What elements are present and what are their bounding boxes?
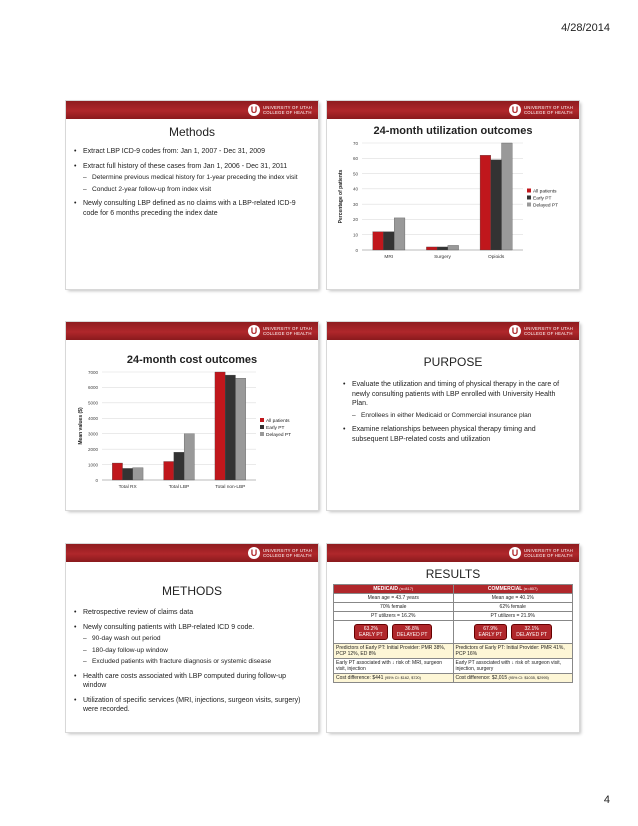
bar xyxy=(184,434,194,480)
legend-swatch xyxy=(527,189,531,193)
slide-purpose xyxy=(327,322,579,510)
bar xyxy=(174,452,184,480)
bar xyxy=(394,218,405,250)
sub-bullet-item: – Determine previous medical history for 1-year preceding the index visit xyxy=(83,174,306,183)
table-cell: PT utilizers = 21.9% xyxy=(453,612,573,621)
bullet-item: • Retrospective review of claims data xyxy=(74,608,306,618)
y-tick-label: 10 xyxy=(352,232,358,238)
pt-timing-cell xyxy=(453,621,573,644)
slide-title: PURPOSE xyxy=(423,355,483,369)
slide-title: RESULTS xyxy=(425,567,481,581)
u-shield-icon: U xyxy=(248,104,260,116)
y-axis-label: Mean values ($) xyxy=(78,407,84,445)
bullet-list xyxy=(343,380,565,449)
bar xyxy=(133,468,143,480)
y-axis-label: Percentage of patients xyxy=(338,169,344,224)
bar xyxy=(383,232,394,250)
x-tick-label: Total LBP xyxy=(168,485,190,490)
sub-bullet-item: – 180-day follow-up window xyxy=(83,647,306,656)
slide-utilization-chart xyxy=(327,101,579,289)
x-tick-label: Total RX xyxy=(118,485,137,490)
university-logo: U UNIVERSITY OF UTAH COLLEGE OF HEALTH xyxy=(509,324,573,338)
y-tick-label: 6000 xyxy=(87,385,98,391)
bar xyxy=(225,375,235,480)
legend-label: Delayed PT xyxy=(266,432,292,438)
table-cell: Mean age = 40.1% xyxy=(453,594,573,603)
slide-methods xyxy=(66,101,318,289)
bar xyxy=(112,463,122,480)
u-shield-icon: U xyxy=(248,325,260,337)
y-tick-label: 40 xyxy=(352,186,358,192)
bullet-item: • Evaluate the utilization and timing of physical therapy in the care of newly consulting patients with LBP enrolled with University Health Plan. – Enrollees in either Medicaid or Commercial insurance plan xyxy=(343,380,565,420)
bar xyxy=(373,232,384,250)
bar xyxy=(235,378,245,480)
legend-label: Delayed PT xyxy=(533,203,559,209)
u-shield-icon: U xyxy=(509,325,521,337)
bullet-item: • Extract LBP ICD-9 codes from: Jan 1, 2007 - Dec 31, 2009 xyxy=(74,147,306,157)
table-cell: Early PT associated with ↓ risk of: MRI, surgeon visit, injection xyxy=(334,659,454,674)
bar xyxy=(480,155,491,250)
table-cell: Cost difference: $2,015 (95% CI: $1035, $2995) xyxy=(453,674,573,683)
page-number: 4 xyxy=(603,794,610,806)
medicaid-header: MEDICAID (n=817) xyxy=(334,585,454,594)
y-tick-label: 5000 xyxy=(87,400,98,406)
bar xyxy=(448,245,459,250)
results-table xyxy=(333,584,573,683)
legend-swatch xyxy=(260,425,264,429)
table-cell: Mean age = 43.7 years xyxy=(334,594,454,603)
y-tick-label: 4000 xyxy=(87,416,98,422)
early-pt-badge: 67.9% EARLY PT xyxy=(474,624,508,640)
bar xyxy=(164,461,174,480)
cost-chart xyxy=(66,362,318,510)
bullet-item: • Newly consulting LBP defined as no claims with a LBP-related ICD-9 code for 6 months preceding the index date xyxy=(74,199,306,218)
x-tick-label: Opioids xyxy=(488,255,505,260)
bar xyxy=(502,143,513,250)
x-tick-label: Total non-LBP xyxy=(215,485,246,490)
bullet-item: • Utilization of specific services (MRI, injections, surgeon visits, surgery) were recorded. xyxy=(74,696,306,715)
early-pt-badge: 63.2% EARLY PT xyxy=(354,624,388,640)
legend-label: All patients xyxy=(266,418,290,424)
commercial-header: COMMERCIAL (n=807) xyxy=(453,585,573,594)
table-cell: PT utilizers = 16.2% xyxy=(334,612,454,621)
sub-bullet-item: – 90-day wash out period xyxy=(83,635,306,644)
table-cell: Early PT associated with ↓ risk of: surgeon visit, injection, surgery xyxy=(453,659,573,674)
y-tick-label: 1000 xyxy=(87,462,98,468)
y-tick-label: 70 xyxy=(352,140,358,146)
legend-swatch xyxy=(527,196,531,200)
bullet-item: • Health care costs associated with LBP computed during follow-up window xyxy=(74,672,306,691)
slide-cost-chart xyxy=(66,322,318,510)
u-shield-icon: U xyxy=(509,104,521,116)
bar xyxy=(437,247,448,250)
y-tick-label: 7000 xyxy=(87,369,98,375)
u-shield-icon: U xyxy=(248,547,260,559)
bullet-list xyxy=(74,608,306,720)
print-date: 4/28/2014 xyxy=(561,22,610,34)
bullet-item: • Examine relationships between physical therapy timing and subsequent LBP-related costs and utilization xyxy=(343,425,565,444)
delayed-pt-badge: 36.8% DELAYED PT xyxy=(392,624,433,640)
chart-title: 24-month cost outcomes xyxy=(126,354,258,366)
pt-timing-cell xyxy=(334,621,454,644)
table-cell: Predictors of Early PT: Initial Provider: PMR 38%, PCP 12%, ED 8% xyxy=(334,644,454,659)
bullet-item: • Newly consulting patients with LBP-related ICD 9 code. – 90-day wash out period – 180-day follow-up window – Excluded patients with fracture diagnosis or systemic disease xyxy=(74,623,306,667)
legend-label: Early PT xyxy=(533,196,552,202)
legend-label: All patients xyxy=(533,189,557,195)
x-tick-label: Surgery xyxy=(434,255,451,260)
sub-bullet-item: – Conduct 2-year follow-up from index visit xyxy=(83,186,306,195)
slide-title: Methods xyxy=(168,125,216,139)
bar xyxy=(123,468,133,480)
slide-results xyxy=(327,544,579,732)
x-tick-label: MRI xyxy=(384,255,394,260)
bar xyxy=(215,372,225,480)
table-cell: 62% female xyxy=(453,603,573,612)
utilization-chart xyxy=(327,139,579,289)
chart-title: 24-month utilization outcomes xyxy=(373,125,533,137)
y-tick-label: 60 xyxy=(352,156,358,162)
slide-methods-2 xyxy=(66,544,318,732)
legend-swatch xyxy=(260,432,264,436)
y-tick-label: 0 xyxy=(95,477,98,483)
sub-bullet-item: – Enrollees in either Medicaid or Commercial insurance plan xyxy=(352,412,565,421)
y-tick-label: 2000 xyxy=(87,446,98,452)
legend-label: Early PT xyxy=(266,425,285,431)
university-logo: U UNIVERSITY OF UTAH COLLEGE OF HEALTH xyxy=(248,324,312,338)
sub-bullet-item: – Excluded patients with fracture diagnosis or systemic disease xyxy=(83,658,306,667)
legend-swatch xyxy=(260,418,264,422)
university-logo: U UNIVERSITY OF UTAH COLLEGE OF HEALTH xyxy=(248,546,312,560)
table-cell: Predictors of Early PT: Initial Provider: PMR 41%, PCP 16% xyxy=(453,644,573,659)
y-tick-label: 0 xyxy=(355,247,358,253)
legend-swatch xyxy=(527,203,531,207)
y-tick-label: 30 xyxy=(352,201,358,207)
bar xyxy=(426,247,437,250)
delayed-pt-badge: 32.1% DELAYED PT xyxy=(511,624,552,640)
y-tick-label: 20 xyxy=(352,217,358,223)
university-logo: U UNIVERSITY OF UTAH COLLEGE OF HEALTH xyxy=(509,546,573,560)
y-tick-label: 3000 xyxy=(87,431,98,437)
university-logo: U UNIVERSITY OF UTAH COLLEGE OF HEALTH xyxy=(248,103,312,117)
table-cell: Cost difference: $441 (95% CI: $162, $720) xyxy=(334,674,454,683)
university-logo: U UNIVERSITY OF UTAH COLLEGE OF HEALTH xyxy=(509,103,573,117)
y-tick-label: 50 xyxy=(352,171,358,177)
slide-title: METHODS xyxy=(162,584,222,598)
bar xyxy=(491,160,502,250)
bullet-list xyxy=(74,147,306,223)
bullet-item: • Extract full history of these cases from Jan 1, 2006 - Dec 31, 2011 – Determine previous medical history for 1-year preceding the index visit – Conduct 2-year follow-up from index visit xyxy=(74,162,306,195)
u-shield-icon: U xyxy=(509,547,521,559)
table-cell: 70% female xyxy=(334,603,454,612)
